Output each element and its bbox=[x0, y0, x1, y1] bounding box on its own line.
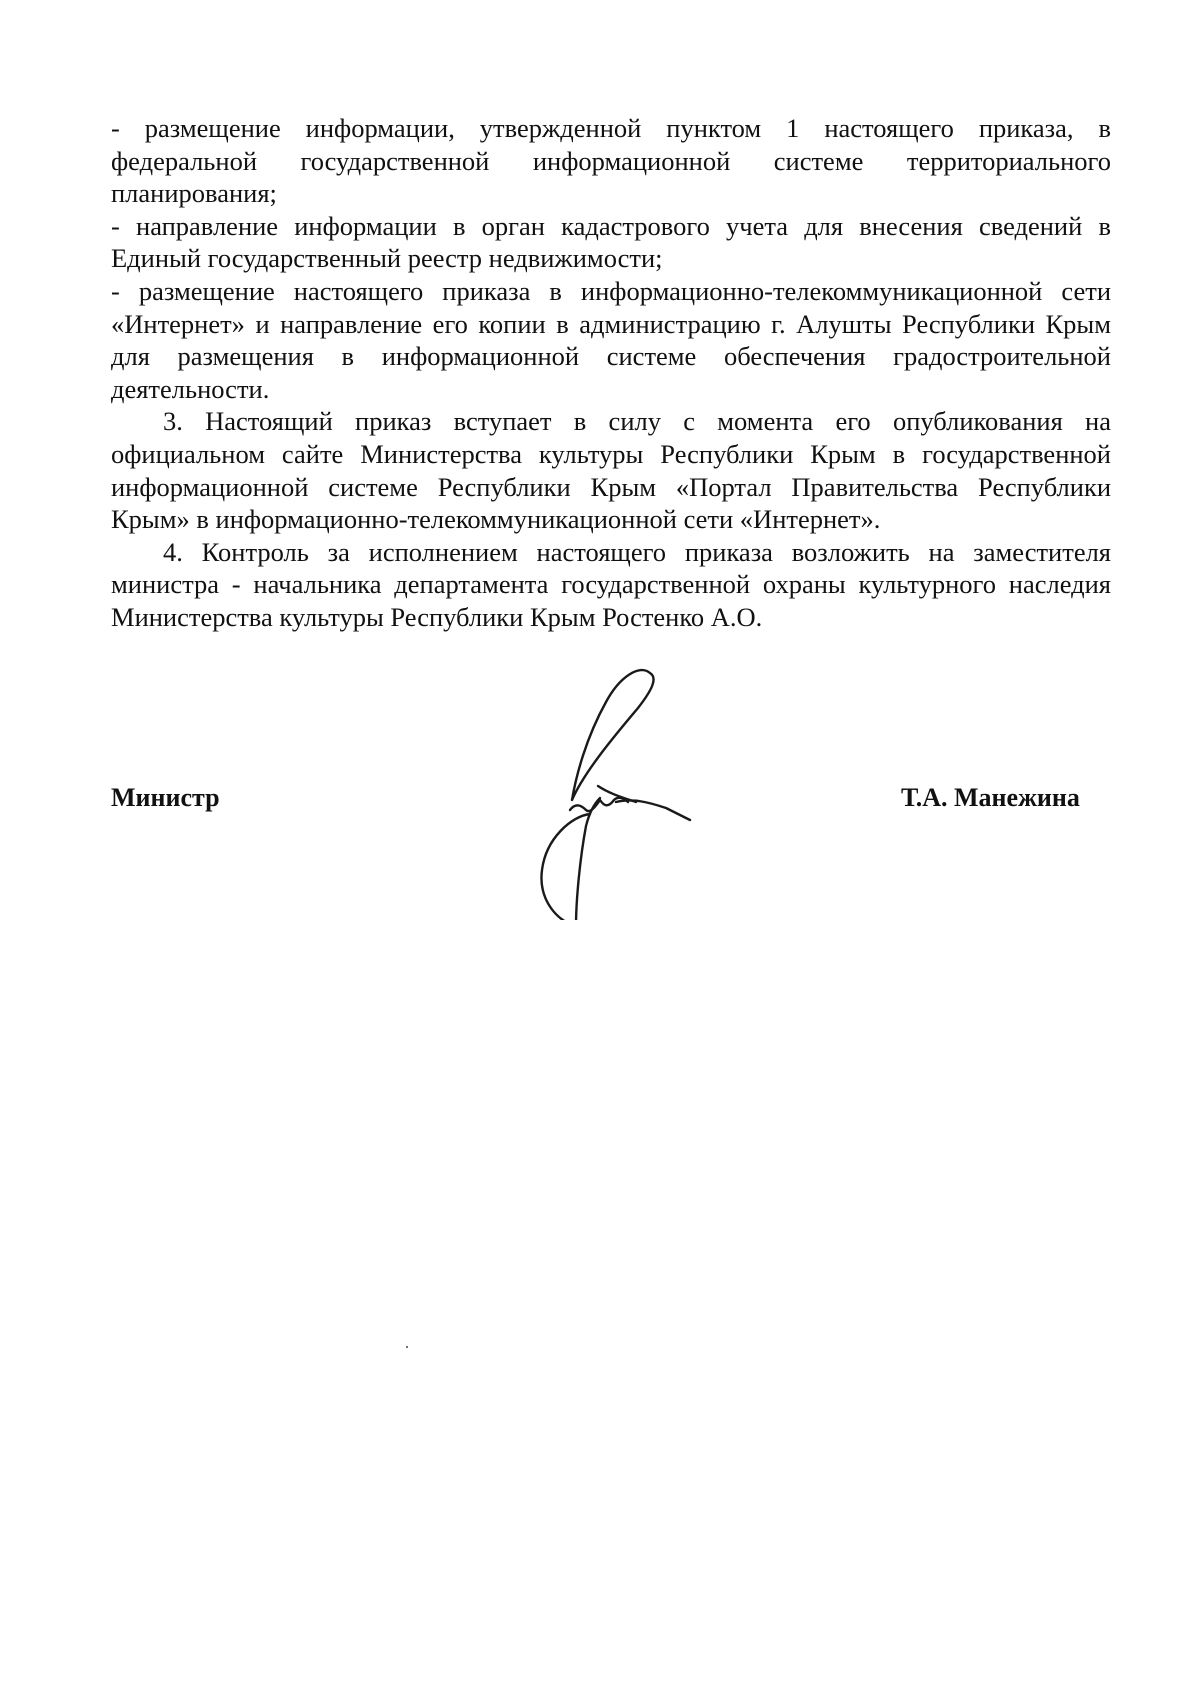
scan-speck bbox=[406, 1346, 408, 1348]
document-body bbox=[111, 112, 1111, 634]
signatory-title: Министр bbox=[111, 783, 220, 812]
paragraph-internet-placement: - размещение настоящего приказа в информационно-телекоммуникационной сети «Интернет» и направление его копии в администрацию г. Алушты Республики Крым для размещения в информационной системе обеспечения градостроительной деятельности. bbox=[111, 275, 1111, 404]
paragraph-gis-placement: - размещение информации, утвержденной пунктом 1 настоящего приказа, в федеральной государственной информационной системе территориального планирования; bbox=[111, 113, 1111, 209]
signatory-name: Т.А. Манежина bbox=[901, 783, 1080, 812]
paragraph-clause-4: 4. Контроль за исполнением настоящего приказа возложить на заместителя министра - начальника департамента государственной охраны культурного наследия Министерства культуры Республики Крым Ростенко А.О. bbox=[111, 536, 1111, 632]
handwritten-signature bbox=[520, 660, 750, 920]
paragraph-clause-3: 3. Настоящий приказ вступает в силу с момента его опубликования на официальном сайте Министерства культуры Республики Крым в государственной информационной системе Республики Крым «Портал Правительства Республики Крым» в информационно-телекоммуникационной сети «Интернет». bbox=[111, 406, 1111, 535]
paragraph-cadastral-direction: - направление информации в орган кадастрового учета для внесения сведений в Единый государственный реестр недвижимости; bbox=[111, 210, 1111, 274]
